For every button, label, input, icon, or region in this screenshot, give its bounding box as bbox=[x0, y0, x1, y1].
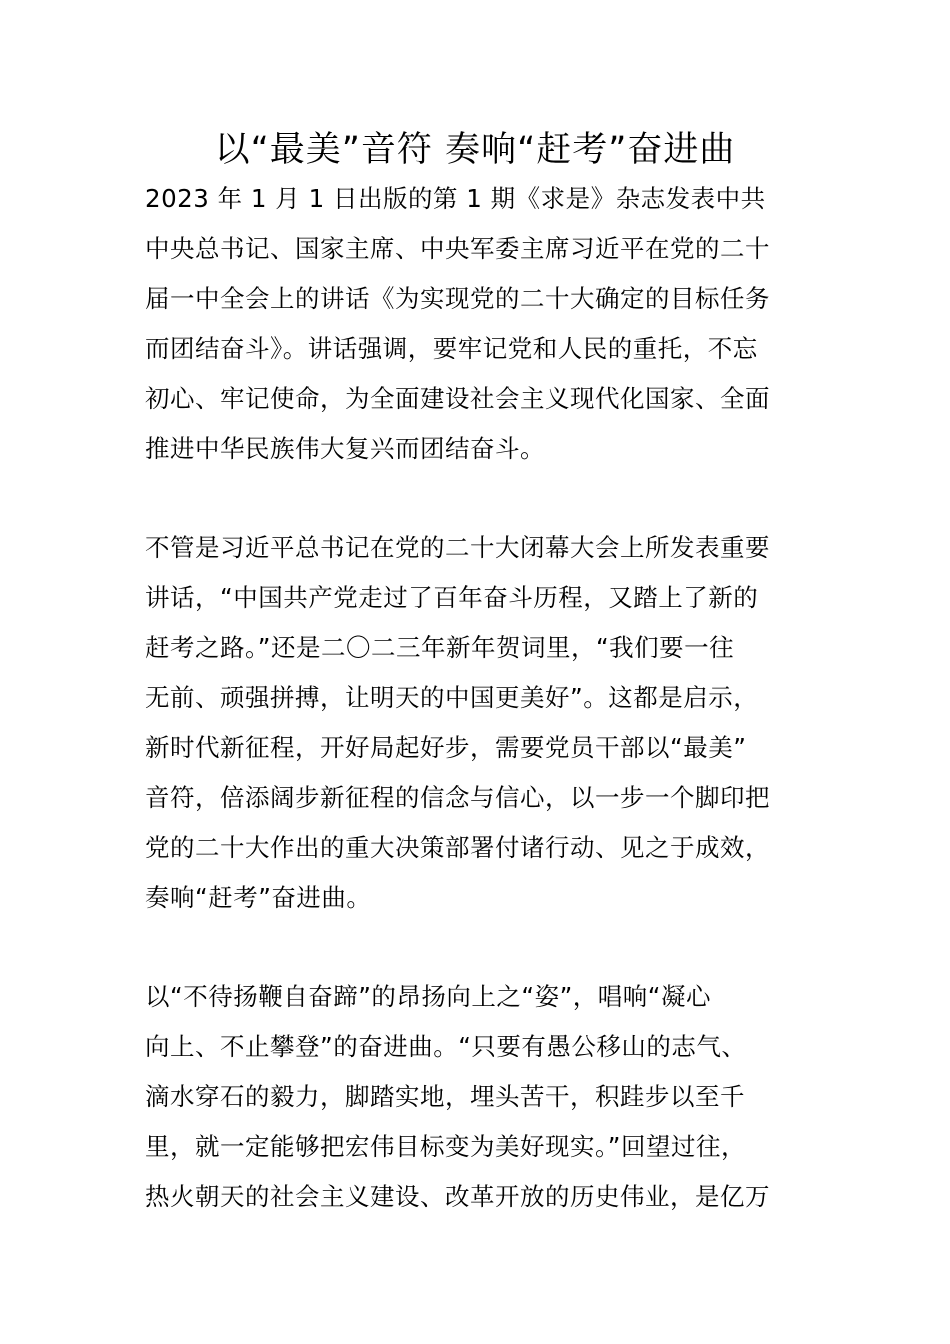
paragraph-line: 而团结奋斗》。讲话强调，要牢记党和人民的重托，不忘 bbox=[145, 334, 758, 363]
paragraph-line: 不管是习近平总书记在党的二十大闭幕大会上所发表重要 bbox=[145, 533, 770, 562]
document-title: 以“最美”音符 奏响“赶考”奋进曲 bbox=[214, 130, 736, 170]
paragraph-line: 赶考之路。”还是二〇二三年新年贺词里，“我们要一往 bbox=[145, 633, 735, 662]
paragraph-line: 以“不待扬鞭自奋蹄”的昂扬向上之“姿”，唱响“凝心 bbox=[145, 982, 711, 1011]
paragraph-line: 党的二十大作出的重大决策部署付诸行动、见之于成效， bbox=[145, 833, 770, 862]
paragraph-line: 推进中华民族伟大复兴而团结奋斗。 bbox=[145, 434, 545, 463]
paragraph-line: 中央总书记、国家主席、中央军委主席习近平在党的二十 bbox=[145, 234, 770, 263]
paragraph-line: 无前、顽强拼搏，让明天的中国更美好”。这都是启示， bbox=[145, 683, 759, 712]
paragraph-line: 新时代新征程，开好局起好步，需要党员干部以“最美” bbox=[145, 733, 747, 762]
paragraph-line: 里，就一定能够把宏伟目标变为美好现实。”回望过往， bbox=[145, 1132, 746, 1161]
paragraph-line: 2023 年 1 月 1 日出版的第 1 期《求是》杂志发表中共 bbox=[145, 184, 766, 213]
paragraph-line: 初心、牢记使命，为全面建设社会主义现代化国家、全面 bbox=[145, 384, 770, 413]
paragraph-line: 届一中全会上的讲话《为实现党的二十大确定的目标任务 bbox=[145, 284, 770, 313]
paragraph-line: 向上、不止攀登”的奋进曲。“只要有愚公移山的志气、 bbox=[145, 1032, 747, 1061]
paragraph-line: 滴水穿石的毅力，脚踏实地，埋头苦干，积跬步以至千 bbox=[145, 1082, 745, 1111]
paragraph-line: 热火朝天的社会主义建设、改革开放的历史伟业，是亿万 bbox=[145, 1182, 770, 1211]
paragraph-line: 讲话，“中国共产党走过了百年奋斗历程，又踏上了新的 bbox=[145, 583, 759, 612]
paragraph-line: 音符，倍添阔步新征程的信念与信心，以一步一个脚印把 bbox=[145, 783, 770, 812]
paragraph-line: 奏响“赶考”奋进曲。 bbox=[145, 883, 372, 912]
